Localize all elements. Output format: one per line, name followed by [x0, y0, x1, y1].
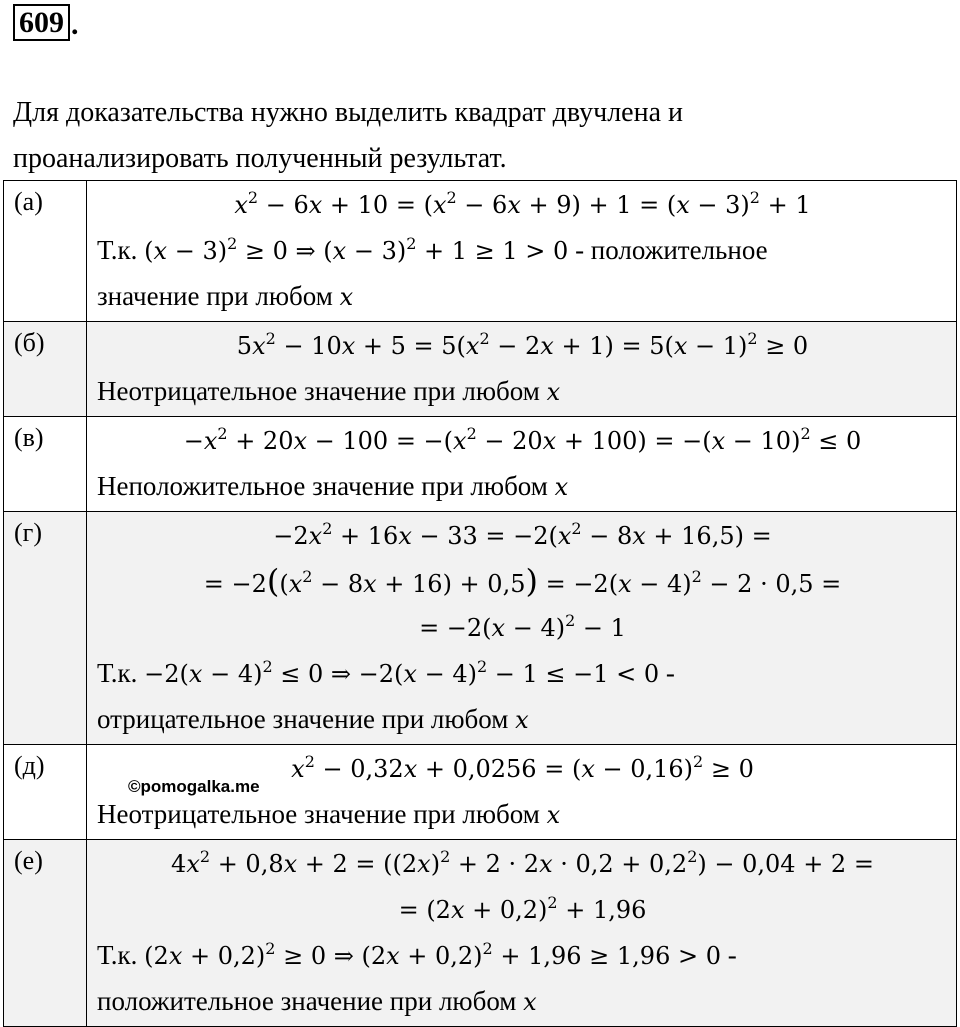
conclusion-text: положительное значение при любом — [97, 986, 517, 1016]
row-label: (е) — [4, 840, 87, 1027]
row-label: (в) — [4, 417, 87, 512]
formula-line — [97, 417, 948, 463]
formula: $x^2 - 0,32x + 0,0256 = (x - 0,16)^2 \ge 0$ — [291, 752, 754, 783]
variable-x: x — [554, 473, 569, 501]
note-line — [97, 227, 948, 273]
problem-number-dot: . — [71, 8, 79, 41]
row-label: (г) — [4, 512, 87, 745]
note-prefix: Т.к. — [97, 235, 138, 265]
note-line — [97, 650, 948, 696]
problem-number-box: 609 — [13, 4, 70, 41]
problem-number — [13, 4, 79, 41]
row-label: (д) — [4, 745, 87, 840]
conclusion-line — [97, 696, 948, 742]
variable-x: x — [546, 378, 561, 406]
note-math: $(x - 3)^2 \ge 0$ ⇒ $(x - 3)^2 + 1 \ge 1 > 0$ — [144, 234, 569, 265]
note-math: $-2(x - 4)^2 \le 0$ ⇒ $-2(x - 4)^2 - 1 \le -1 < 0$ — [144, 657, 660, 688]
conclusion-line — [97, 463, 948, 509]
solution-row-v — [4, 417, 957, 512]
solution-row-a — [4, 181, 957, 322]
variable-x: x — [546, 801, 561, 829]
conclusion-line — [97, 791, 948, 837]
conclusion-text: Неотрицательное значение при любом — [97, 799, 540, 829]
note-math: $(2x + 0,2)^2 \ge 0$ ⇒ $(2x + 0,2)^2 + 1,96 \ge 1,96 > 0$ — [144, 939, 721, 970]
conclusion-line — [97, 273, 948, 319]
formula-line — [97, 604, 948, 650]
row-label: (б) — [4, 322, 87, 417]
intro-line-1: Для доказательства нужно выделить квадрат двучлена и — [13, 97, 683, 128]
intro-line-2: проанализировать полученный результат. — [13, 143, 507, 174]
conclusion-text: значение при любом — [97, 281, 333, 311]
formula: $-2x^2 + 16x - 33 = -2(x^2 - 8x + 16,5)$ = — [273, 519, 772, 550]
note-suffix: - положительное — [575, 235, 768, 265]
watermark: ©pomogalka.me — [128, 777, 260, 796]
formula: = $(2x + 0,2)^2 + 1,96$ — [398, 893, 647, 924]
formula-line — [97, 181, 948, 227]
row-content — [87, 840, 957, 1027]
formula-line — [97, 322, 948, 368]
formula-line — [97, 512, 948, 558]
formula-line — [97, 886, 948, 932]
formula: $x^2 - 6x + 10 = (x^2 - 6x + 9) + 1 = (x - 3)^2 + 1$ — [234, 188, 811, 219]
formula: $-x^2 + 20x - 100 = -(x^2 - 20x + 100) = -(x - 10)^2 \le 0$ — [183, 424, 862, 455]
solution-row-b — [4, 322, 957, 417]
intro-text — [13, 90, 943, 182]
row-content — [87, 417, 957, 512]
row-content — [87, 181, 957, 322]
conclusion-text: Неотрицательное значение при любом — [97, 376, 540, 406]
row-content — [87, 322, 957, 417]
formula: = $-2((x^2 - 8x + 16) + 0,5) = -2(x - 4)^2 - 2 \cdot 0,5$ = — [203, 562, 842, 600]
row-content — [87, 512, 957, 745]
variable-x: x — [523, 988, 537, 1016]
conclusion-text: отрицательное значение при любом — [97, 704, 509, 734]
conclusion-text: Неположительное значение при любом — [97, 471, 548, 501]
variable-x: x — [339, 283, 354, 311]
formula-line — [97, 558, 948, 604]
formula: = $-2(x - 4)^2 - 1$ — [419, 611, 626, 642]
note-prefix: Т.к. — [97, 940, 138, 970]
row-label: (а) — [4, 181, 87, 322]
note-suffix: - — [665, 658, 675, 688]
formula: $5x^2 - 10x + 5 = 5(x^2 - 2x + 1) = 5(x - 1)^2 \ge 0$ — [236, 329, 809, 360]
solution-row-e — [4, 840, 957, 1027]
note-prefix: Т.к. — [97, 658, 138, 688]
note-line — [97, 932, 948, 978]
solution-table — [3, 180, 957, 1027]
formula-line — [97, 840, 948, 886]
conclusion-line — [97, 368, 948, 414]
solution-row-g — [4, 512, 957, 745]
variable-x: x — [515, 706, 529, 734]
formula: $4x^2 + 0,8x + 2 = ((2x)^2 + 2 \cdot 2x \cdot 0,2 + 0,2^2) - 0,04 + 2$ = — [171, 847, 874, 878]
note-suffix: - — [727, 940, 737, 970]
conclusion-line — [97, 978, 948, 1024]
